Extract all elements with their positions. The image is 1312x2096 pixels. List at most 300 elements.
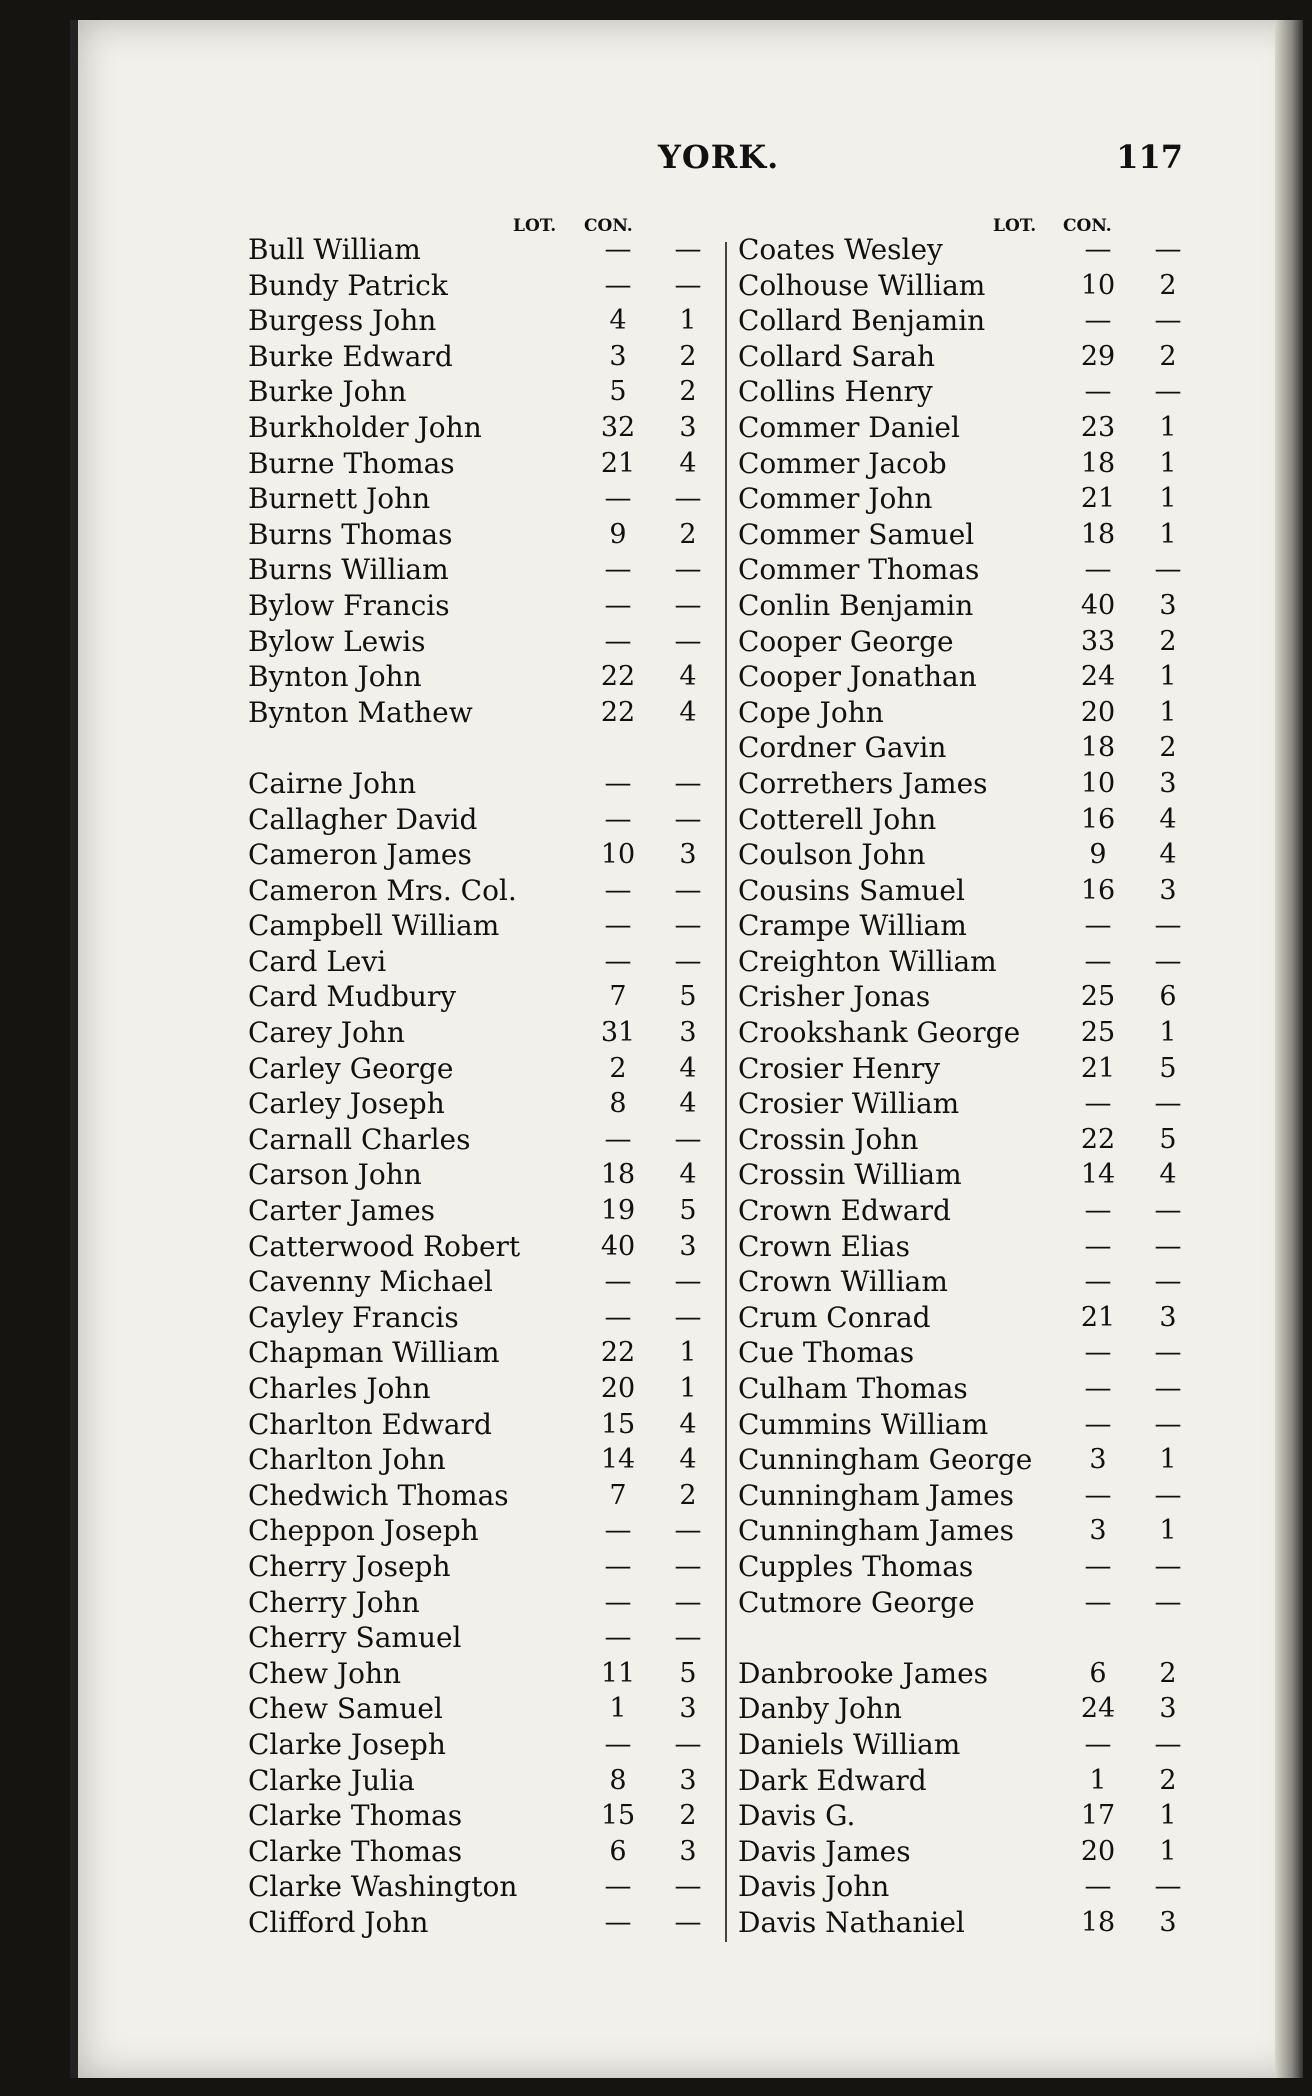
entry-lot: 18 [1080,732,1116,764]
entry-con: 2 [679,340,697,372]
entry-name: Crown William [738,1265,948,1299]
entry-con: — [674,483,702,515]
entry-con: — [674,1728,702,1760]
entry-row [728,1157,1188,1193]
entry-lot: — [604,269,632,301]
entry-name: Clarke Julia [248,1763,415,1797]
entry-con: — [1154,1266,1182,1298]
entry-row [728,1335,1188,1371]
entry-lot: 14 [600,1444,636,1476]
entry-lot: — [604,1550,632,1582]
entry-con: 2 [1159,1657,1177,1689]
entry-con: — [674,767,702,799]
entry-lot: — [1084,1479,1112,1511]
entry-name: Cameron Mrs. Col. [248,873,517,907]
entry-con: — [1154,1337,1182,1369]
entry-name: Bynton Mathew [248,695,473,729]
entry-con: 2 [679,1800,697,1832]
entry-lot: 23 [1080,411,1116,443]
page [70,20,1303,2078]
entry-lot: — [604,910,632,942]
entry-lot: 17 [1080,1800,1116,1832]
entry-name: Carter James [248,1194,436,1228]
entry-con: 1 [1159,411,1177,443]
entry-con: — [1154,376,1182,408]
entry-lot: 22 [600,661,636,693]
entry-lot: 15 [600,1408,636,1440]
entry-row [248,1656,718,1692]
entry-row [728,374,1188,410]
entry-name: Cunningham James [738,1478,1015,1512]
entry-row [248,979,718,1015]
entry-name: Cordner Gavin [738,731,947,765]
entry-row [248,695,718,731]
entry-name: Creighton William [738,944,997,978]
entry-row [728,1478,1188,1514]
entry-name: Cheppon Joseph [248,1514,479,1548]
entry-lot: — [1084,305,1112,337]
entry-lot: 18 [1080,447,1116,479]
entry-row [248,659,718,695]
entry-con: 1 [1159,1515,1177,1547]
entry-row [248,481,718,517]
entry-con: 1 [1159,447,1177,479]
entry-lot: — [604,767,632,799]
entry-name: Card Levi [248,944,387,978]
entry-con: 4 [679,447,697,479]
entry-row [248,1371,718,1407]
entry-lot: 21 [600,447,636,479]
entry-row [248,1229,718,1265]
entry-lot: — [1084,376,1112,408]
entry-name: Burkholder John [248,410,482,444]
entry-lot: — [604,1622,632,1654]
entry-con: 3 [1159,1301,1177,1333]
entry-row [728,1193,1188,1229]
entry-name: Cameron James [248,838,472,872]
entry-con: — [674,269,702,301]
entry-row [728,730,1188,766]
entry-name: Davis James [738,1834,911,1868]
entry-lot: 31 [600,1017,636,1049]
entry-con: — [674,1266,702,1298]
entry-lot: 5 [609,376,627,408]
entry-lot: — [604,1515,632,1547]
entry-name: Cunningham George [738,1443,1033,1477]
entry-con: 5 [1159,1052,1177,1084]
entry-name: Bynton John [248,660,422,694]
entry-con: — [1154,1586,1182,1618]
entry-lot: — [1084,1337,1112,1369]
entry-name: Chew John [248,1656,402,1690]
entry-name: Collard Benjamin [738,304,986,338]
entry-name: Crookshank George [738,1016,1021,1050]
entry-con: 1 [679,1373,697,1404]
entry-name: Cotterell John [738,802,937,836]
entry-lot: — [1084,1550,1112,1582]
entry-lot: — [1084,1195,1112,1227]
entry-name: Cooper George [738,624,954,658]
entry-con: 3 [679,1693,697,1725]
entry-name: Charlton John [248,1443,446,1477]
left-lot-header: LOT. [513,216,557,236]
entry-lot: 3 [1089,1515,1107,1547]
entry-row [728,1763,1188,1799]
entry-name: Clarke Washington [248,1870,518,1904]
entry-lot: — [604,1123,632,1155]
entry-name: Cue Thomas [738,1336,915,1370]
entry-con: 1 [1159,696,1177,728]
entry-name: Davis G. [738,1799,856,1833]
entry-name: Charles John [248,1372,431,1405]
column-divider [725,242,727,1942]
entry-row [728,1300,1188,1336]
entry-row [248,1691,718,1727]
entry-con: 1 [679,305,697,337]
entry-lot: — [1084,554,1112,586]
entry-lot: — [604,554,632,586]
entry-con: — [674,1871,702,1903]
entry-lot: 11 [600,1657,636,1689]
entry-lot: 8 [609,1088,627,1120]
entry-con: — [674,1123,702,1155]
entry-name: Card Mudbury [248,980,457,1014]
entry-con: 2 [1159,732,1177,764]
entry-con: — [1154,1195,1182,1227]
entry-lot: — [604,1301,632,1333]
entry-row [248,1122,718,1158]
entry-row [728,1407,1188,1443]
entry-name: Burns Thomas [248,517,453,551]
entry-lot: — [604,1266,632,1298]
entry-name: Cairne John [248,766,417,800]
entry-row [728,1869,1188,1905]
entry-con: 4 [679,661,697,693]
entry-con: — [1154,554,1182,586]
entry-lot: 19 [600,1195,636,1227]
entry-row [728,1015,1188,1051]
entry-row [728,1798,1188,1834]
entry-name: Coulson John [738,838,926,872]
entry-name: Commer Jacob [738,446,947,480]
entry-con: 4 [679,696,697,728]
entry-con: — [1154,1728,1182,1760]
entry-name: Cupples Thomas [738,1549,974,1583]
entry-con: 1 [1159,661,1177,693]
entry-name: Daniels William [738,1727,961,1761]
entry-lot: — [604,589,632,621]
entry-lot: 7 [609,981,627,1013]
entry-name: Chedwich Thomas [248,1478,509,1512]
entry-lot: 3 [609,340,627,372]
entry-name: Burnett John [248,482,431,516]
entry-lot: 14 [1080,1159,1116,1191]
entry-name: Collard Sarah [738,339,936,373]
entry-name: Burns William [248,553,449,587]
entry-row [248,944,718,980]
entry-name: Crossin John [738,1122,919,1156]
entry-con: 4 [679,1159,697,1191]
entry-name: Culham Thomas [738,1372,968,1405]
entry-row [728,837,1188,873]
entry-con: 1 [1159,1017,1177,1049]
entry-con: 4 [679,1408,697,1440]
entry-name: Callagher David [248,802,478,836]
entry-name: Colhouse William [738,268,986,302]
entry-lot: 15 [600,1800,636,1832]
entry-row [248,1763,718,1799]
entry-row [728,1585,1188,1621]
entry-lot: 22 [600,696,636,728]
entry-name: Catterwood Robert [248,1229,521,1263]
entry-name: Clarke Thomas [248,1799,463,1833]
entry-name: Bundy Patrick [248,268,448,302]
entry-row [248,410,718,446]
entry-name: Crosier William [738,1087,960,1121]
running-head: YORK. [658,138,780,176]
entry-row [248,1834,718,1870]
entry-row [728,339,1188,375]
entry-lot: 32 [600,411,636,443]
entry-lot: 1 [609,1693,627,1725]
entry-row [728,766,1188,802]
entry-lot: — [604,874,632,906]
entry-lot: — [604,483,632,515]
entry-con: 1 [1159,1835,1177,1867]
entry-row [248,1513,718,1549]
entry-con: 4 [679,1444,697,1476]
entry-lot: — [1084,1230,1112,1262]
entry-row [248,1051,718,1087]
entry-lot: 24 [1080,1693,1116,1725]
entry-con: 2 [679,1479,697,1511]
entry-lot: 25 [1080,981,1116,1013]
entry-lot: 40 [1080,589,1116,621]
entry-lot: — [604,234,632,265]
entry-con: — [674,554,702,586]
entry-con: 3 [1159,1906,1177,1938]
entry-row [248,374,718,410]
entry-lot: — [604,1906,632,1938]
entry-row [248,908,718,944]
entry-con: — [1154,1230,1182,1262]
entry-name: Burke John [248,375,407,409]
entry-row [248,837,718,873]
entry-con: 4 [679,1052,697,1084]
entry-row [728,1264,1188,1300]
entry-name: Commer Thomas [738,553,980,587]
entry-row [728,268,1188,304]
entry-con: 3 [679,1835,697,1867]
entry-row [248,268,718,304]
entry-lot: 24 [1080,661,1116,693]
entry-lot: — [1084,1088,1112,1120]
entry-name: Cutmore George [738,1585,975,1619]
entry-name: Crossin William [738,1158,962,1192]
entry-con: 3 [1159,589,1177,621]
entry-row [248,1407,718,1443]
entry-name: Dark Edward [738,1763,927,1797]
entry-lot: — [604,803,632,835]
entry-row [248,517,718,553]
entry-con: — [1154,1408,1182,1440]
entry-row [248,730,718,766]
entry-name: Danby John [738,1692,902,1726]
left-con-header: CON. [584,216,633,236]
entry-name: Chapman William [248,1336,500,1370]
entry-name: Burgess John [248,304,437,338]
entry-row [728,446,1188,482]
entry-name: Clarke Joseph [248,1727,446,1761]
entry-lot: — [1084,945,1112,977]
entry-name: Collins Henry [738,375,933,409]
entry-lot: 1 [1089,1764,1107,1796]
entry-row [728,232,1188,268]
entry-con: — [674,1301,702,1333]
entry-con: — [674,910,702,942]
entry-lot: — [604,1586,632,1618]
left-column [248,232,718,1941]
entry-lot: — [604,1871,632,1903]
entry-name: Cooper Jonathan [738,660,977,694]
entry-lot: — [1084,1408,1112,1440]
entry-con: — [1154,910,1182,942]
entry-con: 2 [1159,1764,1177,1796]
entry-lot: 22 [600,1337,636,1369]
entry-con: 1 [1159,483,1177,515]
entry-name: Cousins Samuel [738,873,965,907]
entry-con: — [1154,1550,1182,1582]
entry-lot: 10 [1080,269,1116,301]
entry-con: 4 [1159,803,1177,835]
entry-lot: 7 [609,1479,627,1511]
entry-name: Crisher Jonas [738,980,931,1014]
entry-name: Cavenny Michael [248,1265,493,1299]
entry-con: 3 [679,411,697,443]
page-edge [1275,20,1303,2078]
entry-con: 4 [1159,1159,1177,1191]
entry-lot: — [1084,1871,1112,1903]
entry-lot: 18 [600,1159,636,1191]
entry-name: Crown Elias [738,1229,910,1263]
entry-lot: 10 [600,839,636,871]
entry-lot: 4 [609,305,627,337]
entry-con: — [1154,234,1182,265]
entry-con: 5 [679,1195,697,1227]
entry-lot: — [1084,1728,1112,1760]
entry-con: 3 [679,1017,697,1049]
entry-row [728,624,1188,660]
entry-row [728,873,1188,909]
entry-lot: 18 [1080,518,1116,550]
entry-con: 1 [679,1337,697,1369]
entry-row [248,1869,718,1905]
entry-row [728,552,1188,588]
page-number: 117 [1116,138,1183,176]
entry-row [728,1656,1188,1692]
entry-con: — [674,803,702,835]
entry-con: 1 [1159,518,1177,550]
entry-lot: 2 [609,1052,627,1084]
entry-row [248,1015,718,1051]
entry-row [728,1051,1188,1087]
entry-row [248,232,718,268]
entry-name: Crum Conrad [738,1300,931,1334]
entry-row [248,1585,718,1621]
entry-row [248,339,718,375]
entry-name: Cummins William [738,1407,989,1441]
entry-lot: 20 [1080,696,1116,728]
entry-con: 3 [679,839,697,871]
entry-lot: 18 [1080,1906,1116,1938]
entry-lot: — [1084,1266,1112,1298]
entry-row [728,517,1188,553]
entry-name: Clarke Thomas [248,1834,463,1868]
entry-con: 2 [679,376,697,408]
entry-name: Conlin Benjamin [738,588,974,622]
entry-lot: — [604,945,632,977]
entry-row [728,944,1188,980]
entry-name: Carley Joseph [248,1087,445,1121]
entry-lot: 33 [1080,625,1116,657]
entry-name: Cunningham James [738,1514,1015,1548]
entry-row [248,1086,718,1122]
entry-row [248,552,718,588]
entry-lot: — [1084,910,1112,942]
entry-row [248,766,718,802]
entry-row [728,1620,1188,1656]
entry-con: 3 [1159,1693,1177,1725]
entry-con: — [1154,305,1182,337]
entry-row [728,481,1188,517]
entry-name: Carnall Charles [248,1122,471,1156]
entry-name: Carson John [248,1158,422,1192]
entry-lot: 25 [1080,1017,1116,1049]
right-lot-header: LOT. [993,216,1037,236]
entry-row [248,446,718,482]
entry-con: 2 [679,518,697,550]
entry-row [248,1905,718,1941]
entry-row [728,1727,1188,1763]
entry-row [248,588,718,624]
entry-row [248,624,718,660]
entry-con: — [1154,1871,1182,1903]
entry-con: 4 [679,1088,697,1120]
entry-row [728,410,1188,446]
entry-name: Chew Samuel [248,1692,443,1726]
entry-name: Danbrooke James [738,1656,989,1690]
entry-con: — [1154,1088,1182,1120]
entry-lot: 9 [1089,839,1107,871]
right-con-header: CON. [1063,216,1112,236]
entry-lot: 21 [1080,1301,1116,1333]
entry-row [248,1442,718,1478]
entry-row [248,303,718,339]
entry-con: 2 [1159,625,1177,657]
entry-lot: 16 [1080,803,1116,835]
entry-name: Burke Edward [248,339,453,373]
entry-name: Commer John [738,482,933,516]
entry-row [248,1157,718,1193]
entry-con: — [674,945,702,977]
entry-name: Cope John [738,695,884,729]
entry-name: Coates Wesley [738,233,943,266]
entry-con: 1 [1159,1444,1177,1476]
entry-name: Davis John [738,1870,890,1904]
entry-row [248,1798,718,1834]
entry-con: — [674,1515,702,1547]
entry-row [248,1727,718,1763]
